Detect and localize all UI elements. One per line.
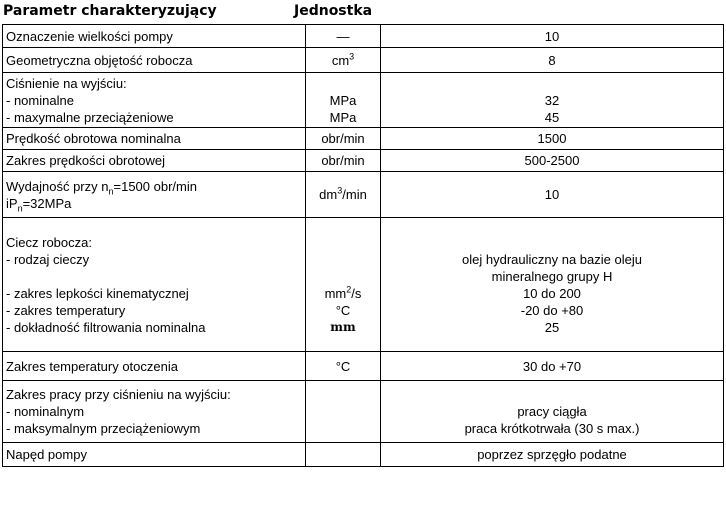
table-row xyxy=(3,443,724,467)
value-speed-range: 500-2500 xyxy=(381,150,724,172)
table-row xyxy=(3,352,724,381)
param-operating-range: Zakres pracy przy ciśnieniu na wyjściu: - nominalnym - maksymalnym przeciążeniowym xyxy=(3,381,306,443)
table-row xyxy=(3,128,724,150)
unit-speed-range: obr/min xyxy=(306,150,381,172)
value-nominal-speed: 1500 xyxy=(381,128,724,150)
unit-operating-range xyxy=(306,381,381,443)
unit-outlet-pressure: MPa MPa xyxy=(306,73,381,128)
unit-pump-drive xyxy=(306,443,381,467)
param-outlet-pressure: Ciśnienie na wyjściu: - nominalne - maxymalne przeciążeniowe xyxy=(3,73,306,128)
param-pump-size: Oznaczenie wielkości pompy xyxy=(3,25,306,48)
table-row xyxy=(3,381,724,443)
value-flow-rate: 10 xyxy=(381,172,724,218)
unit-ambient-temp: °C xyxy=(306,352,381,381)
param-displacement: Geometryczna objętość robocza xyxy=(3,48,306,73)
table-row xyxy=(3,25,724,48)
param-flow-rate: Wydajność przy $n_n=1500$ obr/min $iP_n=32MPa$ xyxy=(3,172,306,218)
unit-working-fluid: $mm^2/s$ °C mm xyxy=(306,218,381,352)
param-nominal-speed: Prędkość obrotowa nominalna xyxy=(3,128,306,150)
table-row xyxy=(3,48,724,73)
param-working-fluid: Ciecz robocza: - rodzaj cieczy - zakres lepkości kinematycznej - zakres temperatury - dokładność filtrowania nominalna xyxy=(3,218,306,352)
table-row xyxy=(3,73,724,128)
table-row xyxy=(3,218,724,352)
param-pump-drive: Napęd pompy xyxy=(3,443,306,467)
unit-displacement: $cm^3$ xyxy=(306,48,381,73)
value-pump-size: 10 xyxy=(381,25,724,48)
table-row xyxy=(3,150,724,172)
header-unit: Jednostka xyxy=(294,3,373,19)
table-header xyxy=(3,0,723,24)
param-speed-range: Zakres prędkości obrotowej xyxy=(3,150,306,172)
value-displacement: 8 xyxy=(381,48,724,73)
unit-flow-rate: $dm^3/\min$ xyxy=(306,172,381,218)
table-row xyxy=(3,172,724,218)
value-ambient-temp: 30 do +70 xyxy=(381,352,724,381)
unit-pump-size: — xyxy=(306,25,381,48)
value-operating-range: pracy ciągła praca krótkotrwała (30 s max.) xyxy=(381,381,724,443)
header-parameter: Parametr charakteryzujący xyxy=(3,3,217,19)
pump-parameters-table xyxy=(2,24,724,467)
value-pump-drive: poprzez sprzęgło podatne xyxy=(381,443,724,467)
unit-nominal-speed: obr/min xyxy=(306,128,381,150)
value-outlet-pressure: 32 45 xyxy=(381,73,724,128)
param-ambient-temp: Zakres temperatury otoczenia xyxy=(3,352,306,381)
value-working-fluid: olej hydrauliczny na bazie oleju mineralnego grupy H 10 do 200 -20 do +80 25 xyxy=(381,218,724,352)
